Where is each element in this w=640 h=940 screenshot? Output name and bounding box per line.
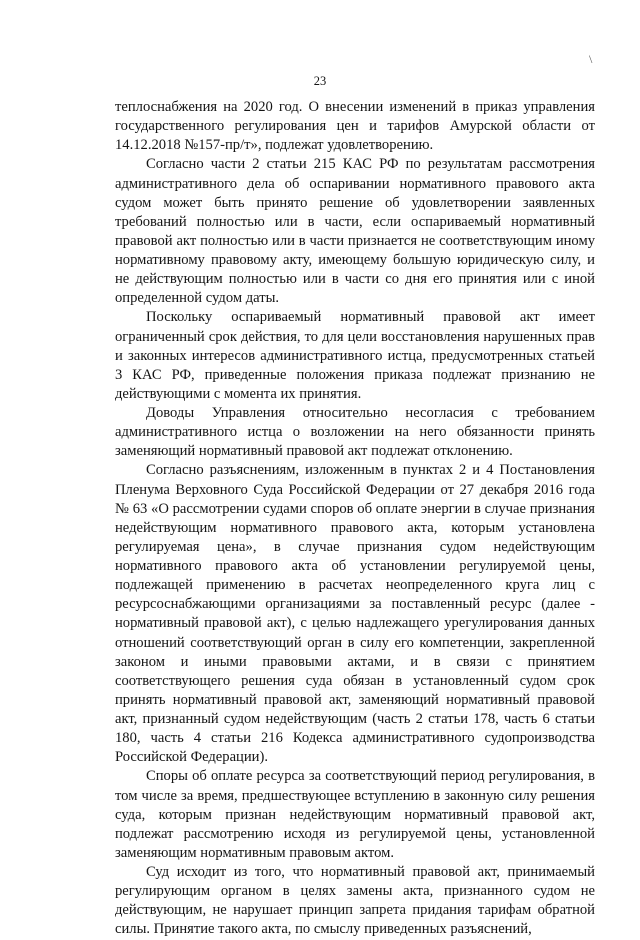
paragraph-continuation: теплоснабжения на 2020 год. О внесении изменений в приказ управления государственного регулирования цен и тарифов Амурской области от 14.12.2018 №157-пр/т», подлежат удовлетворению. — [115, 99, 595, 154]
paragraph: Поскольку оспариваемый нормативный правовой акт имеет ограниченный срок действия, то для цели восстановления нарушенных прав и законных интересов административного истца, предусмотренных статьей 3 КАС РФ, приведенные положения приказа подлежат признанию не действующими с момента их принятия. — [115, 309, 595, 402]
page-number: 23 — [313, 74, 327, 88]
paragraph: Суд исходит из того, что нормативный правовой акт, принимаемый регулирующим органом в целях замены акта, признанного судом не действующим, не нарушает принцип запрета придания тарифам обратной силы. Принятие такого акта, по смыслу приведенных разъяснений, — [115, 864, 595, 938]
corner-mark: \ — [589, 52, 593, 66]
paragraph: Согласно части 2 статьи 215 КАС РФ по результатам рассмотрения административного дела об оспаривании нормативного правового акта судом может быть принято решение об удовлетворении заявленных требований полностью или в части, если оспариваемый нормативный правовой акт полностью или в части признается не соответствующим иному нормативному правовому акту, имеющему большую юридическую силу, и не действующим полностью или в части со дня его принятия или с иной определенной судом даты. — [115, 156, 595, 307]
document-body — [115, 98, 595, 940]
paragraph: Споры об оплате ресурса за соответствующий период регулирования, в том числе за время, предшествующее вступлению в законную силу решения суда, которым признан недействующим нормативный правовой акт, подлежат рассмотрению исходя из регулируемой цены, установленной заменяющим нормативным правовым актом. — [115, 768, 595, 861]
paragraph: Согласно разъяснениям, изложенным в пунктах 2 и 4 Постановления Пленума Верховного Суда Российской Федерации от 27 декабря 2016 года № 63 «О рассмотрении судами споров об оплате энергии в случае признания недействующим нормативного правового акта, которым установлена регулируемая цена», в случае признания судом недействующим нормативного правового акта об установлении регулируемой цены, подлежащей применению в расчетах неопределенного круга лиц с ресурсоснабжающими организациями за поставленный ресурс (далее - нормативный правовой акт), с целью надлежащего урегулирования данных отношений соответствующий орган в силу его компетенции, закрепленной законом и иными правовыми актами, и в связи с принятием соответствующего решения суда обязан в установленный судом срок принять нормативный правовой акт, заменяющий нормативный правовой акт, признанный судом недействующим (часть 2 статьи 178, часть 6 статьи 180, часть 4 статьи 216 Кодекса административного судопроизводства Российской Федерации). — [115, 462, 595, 766]
paragraph: Доводы Управления относительно несогласия с требованием административного истца о возложении на него обязанности принять заменяющий нормативный правовой акт подлежат отклонению. — [115, 405, 595, 460]
